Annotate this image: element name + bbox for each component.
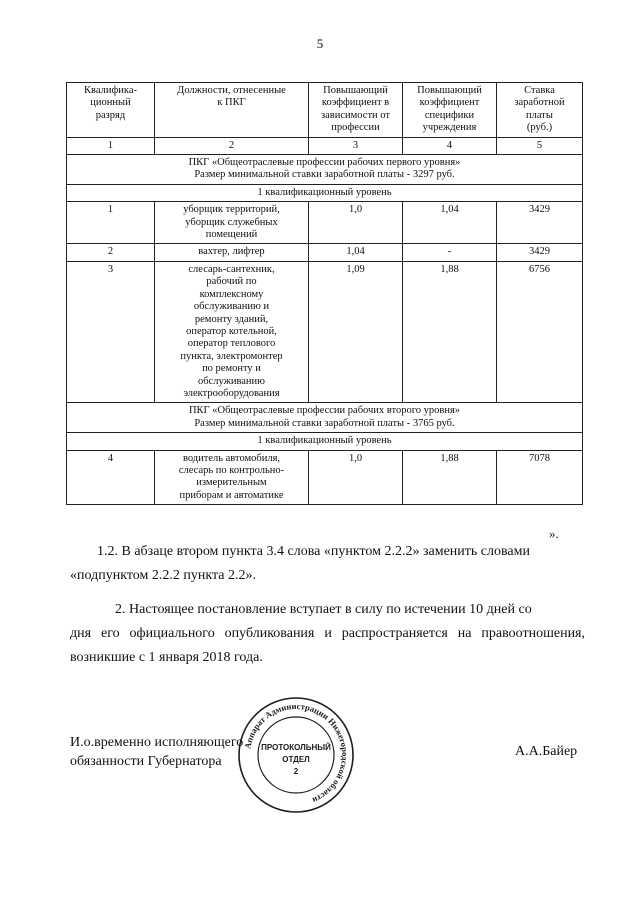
positions-cell: слесарь-сантехник, рабочий по комплексному обслуживанию и ремонту зданий, оператор котельной, оператор теплового пункта, электромонтер по ремонту и обслуживанию электрооборудования	[155, 261, 309, 402]
header-rate: Ставка заработной платы (руб.)	[497, 83, 583, 138]
positions-cell: вахтер, лифтер	[155, 244, 309, 261]
paragraph-line: 1.2. В абзаце втором пункта 3.4 слова «пунктом 2.2.2» заменить словами	[97, 544, 530, 559]
stamp-line2: ОТДЕЛ	[282, 755, 310, 764]
official-stamp	[236, 695, 356, 815]
group-title: ПКГ «Общеотраслевые профессии рабочих первого уровня»	[188, 157, 461, 169]
grade-cell: 3	[67, 261, 155, 402]
paragraph-1-2	[70, 540, 585, 588]
group2-header	[67, 403, 583, 433]
qualification-level: 1 квалификационный уровень	[67, 433, 583, 450]
institution-coef-cell: 1,04	[403, 202, 497, 244]
table-row	[67, 244, 583, 261]
profession-coef-cell: 1,0	[309, 450, 403, 505]
page-number: 5	[316, 36, 324, 51]
level-row	[67, 433, 583, 450]
group1-header	[67, 155, 583, 185]
table-row	[67, 261, 583, 402]
table-closing-quote: ».	[549, 526, 559, 541]
grade-cell: 4	[67, 450, 155, 505]
group-header-row	[67, 403, 583, 433]
group-title: ПКГ «Общеотраслевые профессии рабочих второго уровня»	[188, 405, 461, 417]
profession-coef-cell: 1,0	[309, 202, 403, 244]
paragraph-2	[70, 598, 585, 670]
paragraph-line: «подпунктом 2.2.2 пункта 2.2».	[70, 568, 256, 583]
header-positions: Должности, отнесенные к ПКГ	[155, 83, 309, 138]
header-profession-coef: Повышающий коэффициент в зависимости от профессии	[309, 83, 403, 138]
table-row	[67, 202, 583, 244]
profession-coef-cell: 1,09	[309, 261, 403, 402]
level-row	[67, 184, 583, 201]
salary-table	[66, 82, 583, 505]
stamp-ring-text: Аппарат Администрации Нижегородской области	[242, 700, 351, 806]
column-number: 4	[403, 137, 497, 154]
column-number: 1	[67, 137, 155, 154]
stamp-line1: ПРОТОКОЛЬНЫЙ	[261, 743, 331, 752]
paragraph-line: 2. Настоящее постановление вступает в силу по истечении 10 дней со	[115, 602, 532, 617]
positions-cell: уборщик территорий, уборщик служебных помещений	[155, 202, 309, 244]
qualification-level: 1 квалификационный уровень	[67, 184, 583, 201]
group-min-rate: Размер минимальной ставки заработной платы - 3297 руб.	[194, 169, 455, 181]
signatory-title: И.о.временно исполняющего обязанности Губернатора	[70, 735, 244, 769]
group-min-rate: Размер минимальной ставки заработной платы - 3765 руб.	[194, 417, 455, 429]
rate-cell: 7078	[497, 450, 583, 505]
rate-cell: 3429	[497, 244, 583, 261]
header-row	[67, 83, 583, 138]
column-number-row	[67, 137, 583, 154]
group-header-row	[67, 155, 583, 185]
column-number: 5	[497, 137, 583, 154]
stamp-line3: 2	[293, 767, 299, 776]
rate-cell: 3429	[497, 202, 583, 244]
institution-coef-cell: 1,88	[403, 261, 497, 402]
grade-cell: 2	[67, 244, 155, 261]
column-number: 2	[155, 137, 309, 154]
positions-cell: водитель автомобиля, слесарь по контрольно- измерительным приборам и автоматике	[155, 450, 309, 505]
header-institution-coef: Повышающий коэффициент специфики учреждения	[403, 83, 497, 138]
institution-coef-cell: -	[403, 244, 497, 261]
profession-coef-cell: 1,04	[309, 244, 403, 261]
paragraph-line: дня его официального опубликования и распространяется на правоотношения, возникшие с 1 января 2018 года.	[70, 626, 585, 665]
signatory-name: А.А.Байер	[515, 744, 578, 759]
table-row	[67, 450, 583, 505]
column-number: 3	[309, 137, 403, 154]
institution-coef-cell: 1,88	[403, 450, 497, 505]
header-grade: Квалифика- ционный разряд	[67, 83, 155, 138]
rate-cell: 6756	[497, 261, 583, 402]
grade-cell: 1	[67, 202, 155, 244]
